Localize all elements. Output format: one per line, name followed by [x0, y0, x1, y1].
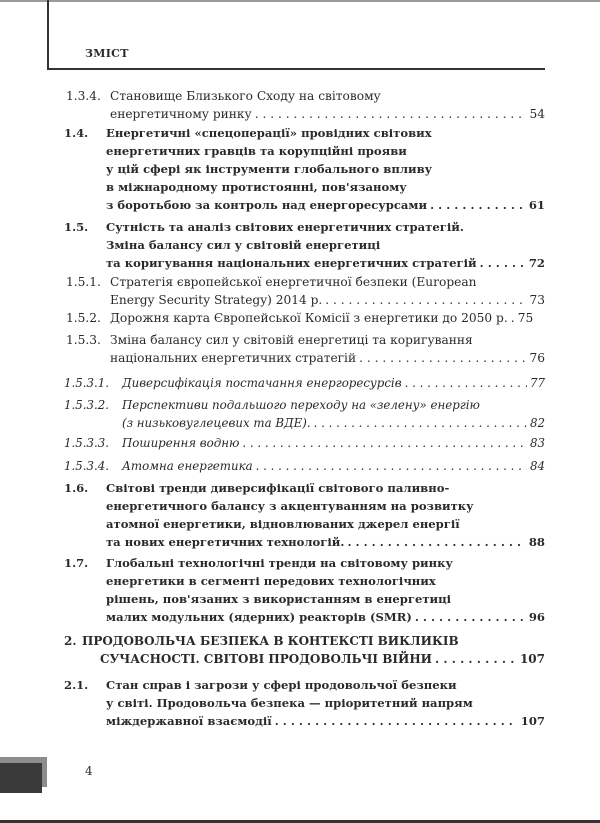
entry-title-text: енергетичного балансу з акцентуванням на розвитку: [106, 499, 474, 513]
dot-leader: [405, 374, 527, 392]
entry-title-line: [106, 218, 464, 236]
entry-title-text: міждержавної взаємодії: [106, 714, 272, 728]
entry-page-number: 107: [519, 652, 545, 666]
entry-title-text: Поширення водню: [122, 436, 240, 450]
entry-title-text: Сутність та аналіз світових енергетичних стратегій.: [106, 220, 464, 234]
entry-title-text: Диверсифікація постачання енергоресурсів: [122, 376, 402, 390]
entry-title-text: в міжнародному протистоянні, пов'язаному: [106, 180, 407, 194]
dot-leader: [242, 434, 527, 452]
entry-page-number: 72: [528, 256, 545, 270]
dot-leader: [314, 414, 527, 432]
entry-number: 1.5.3.4.: [64, 459, 110, 473]
entry-title-text: з боротьбою за контроль над енергоресурсами: [106, 198, 428, 212]
entry-title-line: [106, 712, 545, 730]
page-number: 4: [85, 764, 93, 778]
entry-number: 1.5.3.2.: [64, 398, 110, 412]
entry-title-text: енергетичному ринку: [110, 107, 252, 121]
entry-title-text: Світові тренди диверсифікації світового паливно-: [106, 481, 450, 495]
entry-title-line: [110, 273, 476, 291]
entry-page-number: 82: [529, 416, 545, 430]
entry-title-line: [100, 650, 545, 668]
entry-number: 1.4.: [64, 126, 89, 140]
entry-title-line: [122, 434, 545, 452]
entry-title-line: [110, 291, 545, 309]
dot-leader: [325, 291, 526, 309]
entry-page-number: 76: [529, 351, 545, 365]
entry-title-text: ПРОДОВОЛЬЧА БЕЗПЕКА В КОНТЕКСТІ ВИКЛИКІВ: [82, 634, 459, 648]
entry-title-line: [110, 105, 545, 123]
entry-number: 1.5.1.: [66, 275, 101, 289]
entry-page-number: 54: [529, 107, 545, 121]
entry-title-line: [110, 87, 381, 105]
dot-leader: [347, 533, 525, 551]
entry-title-line: [106, 515, 460, 533]
entry-title-line: [106, 254, 545, 272]
entry-number: 2.: [64, 634, 77, 648]
entry-title-line: [106, 497, 474, 515]
entry-title-line: [122, 396, 480, 414]
entry-title-line: [106, 590, 451, 608]
entry-number: 1.5.3.: [66, 333, 101, 347]
entry-title-line: [106, 533, 545, 551]
header-vertical-rule: [47, 0, 49, 70]
entry-page-number: 75: [517, 311, 534, 325]
entry-title-text: Перспективи подальшого переходу на «зелену» енергію: [122, 398, 480, 412]
entry-number: 1.5.2.: [66, 311, 101, 325]
entry-number: 2.1.: [64, 678, 89, 692]
entry-title-text: та нових енергетичних технологій.: [106, 535, 345, 549]
entry-title-text: у світі. Продовольча безпека — пріоритетний напрям: [106, 696, 473, 710]
entry-title-text: Енергетичні «спецоперації» провідних світових: [106, 126, 432, 140]
entry-title-text: Energy Security Strategy) 2014 р.: [110, 293, 323, 307]
entry-title-text: та коригування національних енергетичних стратегій: [106, 256, 477, 270]
entry-title-line: [106, 608, 545, 626]
entry-page-number: 88: [528, 535, 545, 549]
entry-title-line: [110, 349, 545, 367]
entry-page-number: 84: [529, 459, 545, 473]
top-edge-line: [0, 0, 600, 2]
entry-title-line: [122, 457, 545, 475]
entry-title-text: Стратегія європейської енергетичної безпеки (European: [110, 275, 477, 289]
entry-title-text: Глобальні технологічні тренди на світовому ринку: [106, 556, 453, 570]
header-horizontal-rule: [47, 68, 545, 70]
entry-page-number: 73: [529, 293, 545, 307]
entry-title-text: у цій сфері як інструменти глобального впливу: [106, 162, 433, 176]
entry-title-text: енергетики в сегменті передових технологічних: [106, 574, 436, 588]
entry-number: 1.5.3.1.: [64, 376, 110, 390]
page-title: ЗМІСТ: [85, 47, 129, 60]
entry-title-line: [82, 632, 459, 650]
entry-title-line: [106, 694, 473, 712]
entry-title-line: [110, 331, 473, 349]
entry-number: 1.5.: [64, 220, 89, 234]
entry-title-line: [106, 572, 436, 590]
dot-leader: [435, 650, 517, 668]
entry-title-line: [122, 374, 545, 392]
entry-title-text: СУЧАСНОСТІ. СВІТОВІ ПРОДОВОЛЬЧІ ВІЙНИ: [100, 652, 432, 666]
entry-title-text: малих модульних (ядерних) реакторів (SMR): [106, 610, 412, 624]
entry-title-line: [106, 142, 407, 160]
entry-title-line: [106, 178, 407, 196]
entry-title-line: [106, 676, 457, 694]
entry-title-line: [106, 236, 380, 254]
dot-leader: [255, 105, 527, 123]
entry-title-text: Зміна балансу сил у світовій енергетиці: [106, 238, 381, 252]
dot-leader: [415, 608, 526, 626]
entry-page-number: 61: [528, 198, 545, 212]
entry-title-line: [110, 309, 545, 327]
entry-number: 1.3.4.: [66, 89, 101, 103]
dot-leader: [256, 457, 527, 475]
entry-title-text: Атомна енергетика: [122, 459, 253, 473]
entry-title-line: [106, 124, 432, 142]
entry-title-text: атомної енергетики, відновлюваних джерел енергії: [106, 517, 460, 531]
entry-title-text: Стан справ і загрози у сфері продовольчої безпеки: [106, 678, 457, 692]
entry-page-number: 96: [528, 610, 545, 624]
entry-title-line: [106, 160, 432, 178]
entry-number: 1.7.: [64, 556, 89, 570]
entry-title-text: енергетичних гравців та корупційні прояви: [106, 144, 407, 158]
dot-leader: [430, 196, 526, 214]
entry-title-text: Становище Близького Сходу на світовому: [110, 89, 381, 103]
dot-leader: [480, 254, 526, 272]
entry-number: 1.5.3.3.: [64, 436, 110, 450]
entry-page-number: 107: [520, 714, 545, 728]
dot-leader: [511, 309, 515, 327]
entry-title-text: національних енергетичних стратегій: [110, 351, 357, 365]
entry-title-line: [106, 554, 453, 572]
entry-title-text: (з низьковуглецевих та ВДЕ).: [122, 416, 311, 430]
entry-page-number: 77: [529, 376, 545, 390]
entry-number: 1.6.: [64, 481, 89, 495]
entry-title-text: рішень, пов'язаних з використанням в енергетиці: [106, 592, 452, 606]
entry-page-number: 83: [529, 436, 545, 450]
dot-leader: [275, 712, 518, 730]
entry-title-text: Дорожня карта Європейської Комісії з енергетики до 2050 р.: [110, 311, 508, 325]
entry-title-line: [106, 479, 449, 497]
entry-title-line: [106, 196, 545, 214]
dot-leader: [359, 349, 526, 367]
page-tab: [0, 763, 42, 793]
entry-title-text: Зміна балансу сил у світовій енергетиці та коригування: [110, 333, 473, 347]
entry-title-line: [122, 414, 545, 432]
